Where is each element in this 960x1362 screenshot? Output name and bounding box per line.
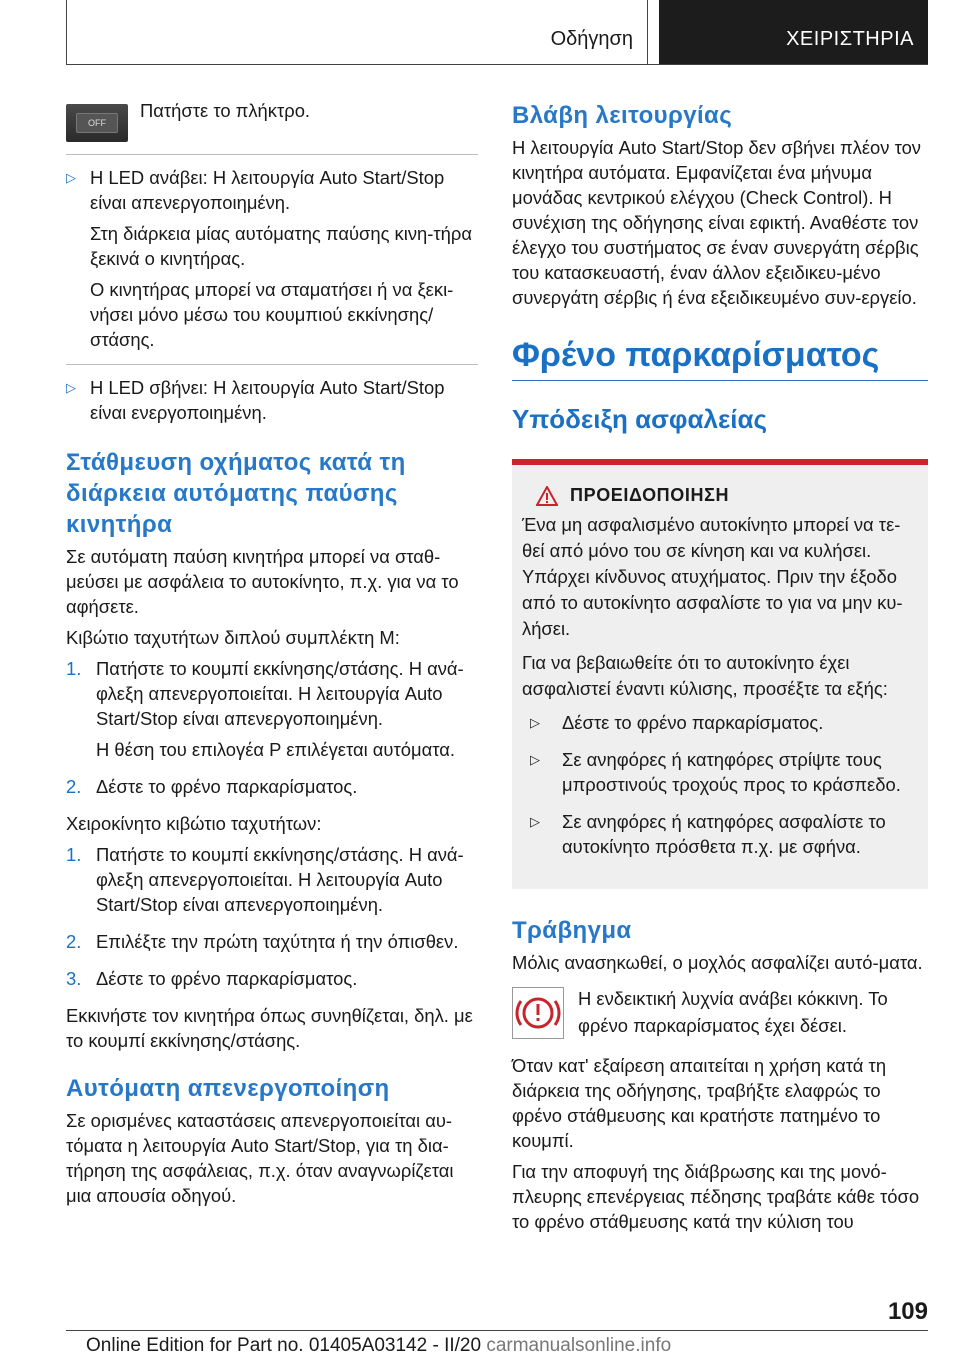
manual-gearbox-label: Χειροκίνητο κιβώτιο ταχυτήτων: xyxy=(66,813,322,834)
step-number: 1. xyxy=(66,844,82,865)
list-item xyxy=(66,842,478,923)
auto-off-icon xyxy=(76,113,118,133)
left-column xyxy=(66,98,478,1214)
warning-text: Ένα μη ασφαλισμένο αυτοκίνητο μπορεί να τε-θεί από μόνο του σε κίνηση και να κυλήσει. Υπάρχει κίνδυνος ατυχήματος. Πριν την έξοδο από το αυτοκίνητο ασφαλίστε το για να μην κυ-λήσει. xyxy=(522,514,903,639)
step-text: Η θέση του επιλογέα P επιλέγεται αυτόματα. xyxy=(96,739,455,760)
divider xyxy=(66,364,478,365)
engine-control-text: Ο κινητήρας μπορεί να σταματήσει ή να ξεκι-νήσει μόνο μέσω του κουμπιού εκκίνησης/στάσης. xyxy=(90,279,454,350)
exception-text: Όταν κατ' εξαίρεση απαιτείται η χρήση κατά τη διάρκεια της οδήγησης, τραβήξτε ελαφρώς το φρένο στάθμευσης και κρατήστε πατημένο το κουμπί. xyxy=(512,1055,887,1151)
auto-deactivation-heading: Αυτόματη απενεργοποίηση xyxy=(66,1075,390,1102)
footer-edition-text: Online Edition for Part no. 01405A03142 - II/20 xyxy=(86,1335,482,1356)
list-item xyxy=(66,656,478,768)
warning-text: Για να βεβαιωθείτε ότι το αυτοκίνητο έχει ασφαλιστεί έναντι κύλισης, προσέξτε τα εξής: xyxy=(522,652,888,699)
right-column xyxy=(512,98,928,1240)
malfunction-text: Η λειτουργία Auto Start/Stop δεν σβήνει πλέον τον κινητήρα αυτόματα. Εμφανίζεται ένα μήνυμα μονάδας κεντρικού ελέγχου (Check Control). Η συνέχιση της οδήγησης είναι εφικτή. Αναθέστε τον έλεγχο του συστήματος σε έναν συνεργάτη σέρβις του κατασκευαστή, έναν άλλον εξειδικευ-μένο συνεργάτη σέρβις ή ένα εξειδικευμένο συν-εργείο. xyxy=(512,137,922,308)
led-off-text: Η LED σβήνει: Η λειτουργία Auto Start/Stop είναι ενεργοποιημένη. xyxy=(90,377,445,423)
step-text: Επιλέξτε την πρώτη ταχύτητα ή την όπισθεν. xyxy=(96,931,459,952)
led-on-text: Η LED ανάβει: Η λειτουργία Auto Start/Stop είναι απενεργοποιημένη. xyxy=(90,167,445,213)
press-button-text: Πατήστε το πλήκτρο. xyxy=(140,100,311,121)
warning-title: ΠΡΟΕΙΔΟΠΟΙΗΣΗ xyxy=(570,485,730,505)
triangle-bullet-icon: ▷ xyxy=(530,814,540,829)
step-text: Πατήστε το κουμπί εκκίνησης/στάσης. Η ανά-φλεξη απενεργοποιείται. Η λειτουργία Auto Start/Stop είναι απενεργοποιημένη. xyxy=(96,844,464,915)
header-nav-label: Οδήγηση xyxy=(550,28,633,50)
step-text: Πατήστε το κουμπί εκκίνησης/στάσης. Η ανά-φλεξη απενεργοποιείται. Η λειτουργία Auto Start/Stop είναι απενεργοποιημένη. xyxy=(96,658,464,729)
locking-text: Για την αποφυγή της διάβρωσης και της μονό-πλευρης επενέργειας πέδησης τραβάτε κάθε τόσο το φρένο στάθμευσης κατά την κύλιση του xyxy=(512,1161,920,1232)
triangle-bullet-icon: ▷ xyxy=(66,380,76,395)
warning-bullet-text: Δέστε το φρένο παρκαρίσματος. xyxy=(562,712,824,733)
list-item xyxy=(66,165,478,358)
warning-bullet-text: Σε ανηφόρες ή κατηφόρες στρίψτε τους μπροστινούς τροχούς προς το κράσπεδο. xyxy=(562,749,901,795)
button-instruction xyxy=(66,98,478,142)
auto-deactivation-text: Σε ορισμένες καταστάσεις απενεργοποιείται αυ-τόματα η λειτουργία Auto Start/Stop, για τη δια-τήρηση της ασφάλειας, π.χ. όταν αναγνωρίζεται μια απουσία οδηγού. xyxy=(66,1110,454,1206)
indicator-lamp-row xyxy=(512,985,928,1039)
step-number: 2. xyxy=(66,931,82,952)
list-item xyxy=(530,747,916,803)
list-item xyxy=(530,710,916,741)
restart-during-pause-text: Στη διάρκεια μίας αυτόματης παύσης κινη-τήρα ξεκινά ο κινητήρας. xyxy=(90,223,472,269)
footer-edition xyxy=(86,1335,671,1357)
malfunction-heading: Βλάβη λειτουργίας xyxy=(512,102,733,129)
warning-triangle-icon xyxy=(536,486,558,506)
header-rule xyxy=(66,64,928,65)
engage-heading: Τράβηγμα xyxy=(512,917,632,944)
engage-text: Μόλις ανασηκωθεί, ο μοχλός ασφαλίζει αυτό-ματα. xyxy=(512,952,923,973)
list-item xyxy=(66,929,478,960)
auto-start-stop-button-image xyxy=(66,104,128,142)
safety-note-heading: Υπόδειξη ασφαλείας xyxy=(512,404,768,434)
triangle-bullet-icon: ▷ xyxy=(530,715,540,730)
divider xyxy=(66,154,478,155)
list-item xyxy=(66,966,478,997)
list-item xyxy=(66,774,478,805)
warning-box xyxy=(512,459,928,889)
parking-brake-heading: Φρένο παρκαρίσματος xyxy=(512,334,928,381)
step-number: 1. xyxy=(66,658,82,679)
restart-engine-text: Εκκινήστε τον κινητήρα όπως συνηθίζεται, δηλ. με το κουμπί εκκίνησης/στάσης. xyxy=(66,1005,473,1051)
parking-brake-lamp-icon xyxy=(512,987,564,1039)
header-chapter-box xyxy=(659,0,928,65)
list-item xyxy=(530,809,916,865)
list-item xyxy=(66,375,478,431)
step-text: Δέστε το φρένο παρκαρίσματος. xyxy=(96,968,358,989)
header-nav-box xyxy=(66,0,648,65)
footer-brand[interactable]: carmanualsonline.info xyxy=(486,1335,672,1356)
triangle-bullet-icon: ▷ xyxy=(530,752,540,767)
step-number: 2. xyxy=(66,776,82,797)
dct-label: Κιβώτιο ταχυτήτων διπλού συμπλέκτη M: xyxy=(66,627,400,648)
auto-off-icon-label: OFF xyxy=(88,118,106,128)
step-number: 3. xyxy=(66,968,82,989)
step-text: Δέστε το φρένο παρκαρίσματος. xyxy=(96,776,358,797)
lamp-text: Η ενδεικτική λυχνία ανάβει κόκκινη. Το φρένο παρκαρίσματος έχει δέσει. xyxy=(578,988,888,1036)
footer-rule xyxy=(66,1330,928,1331)
parking-during-pause-heading: Στάθμευση οχήματος κατά τη διάρκεια αυτόματης παύσης κινητήρα xyxy=(66,449,406,538)
parking-intro-text: Σε αυτόματη παύση κινητήρα μπορεί να σταθ-μεύσει με ασφάλεια το αυτοκίνητο, π.χ. για να το αφήσετε. xyxy=(66,546,459,617)
page-number: 109 xyxy=(887,1298,928,1325)
warning-bullet-text: Σε ανηφόρες ή κατηφόρες ασφαλίστε το αυτοκίνητο πρόσθετα π.χ. με σφήνα. xyxy=(562,811,886,857)
triangle-bullet-icon: ▷ xyxy=(66,170,76,185)
header-chapter-label: ΧΕΙΡΙΣΤΗΡΙΑ xyxy=(786,28,914,50)
